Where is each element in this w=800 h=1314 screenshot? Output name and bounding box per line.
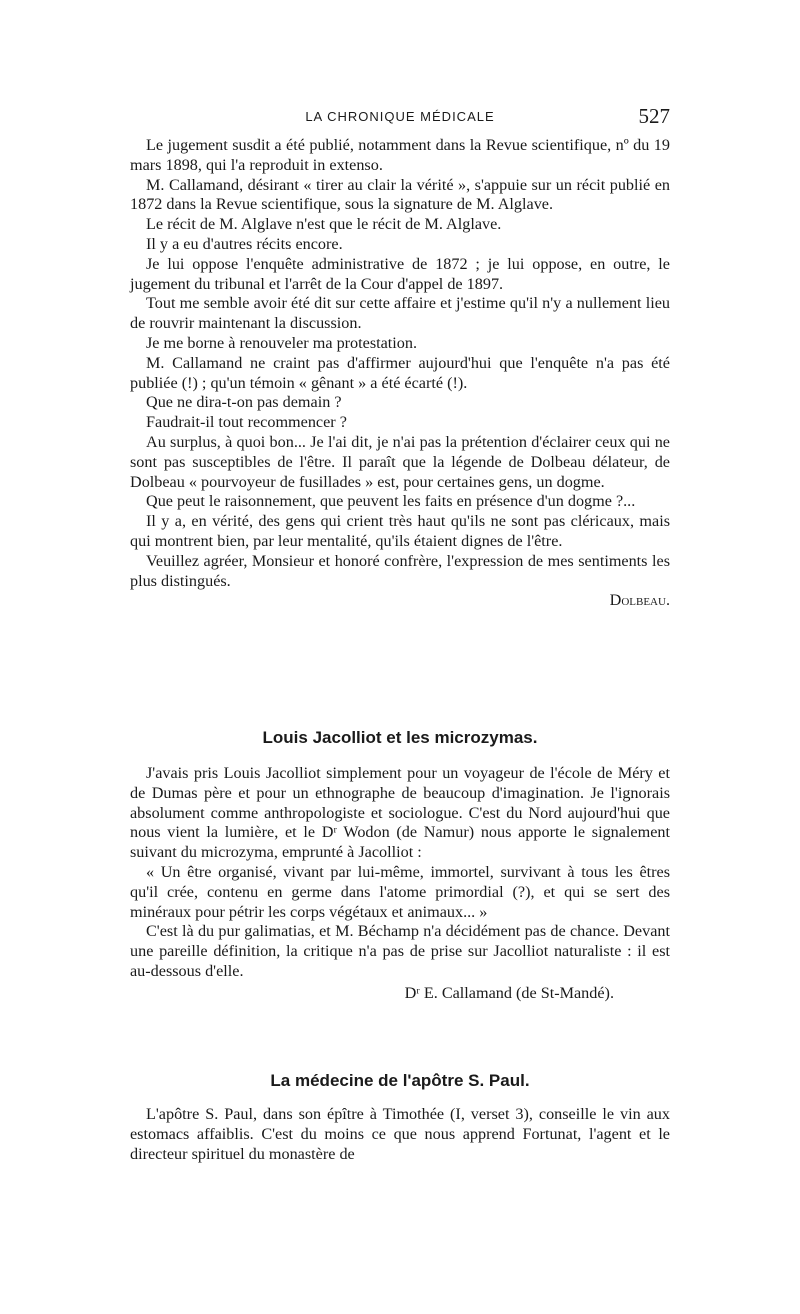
paragraph: Je lui oppose l'enquête administrative de 1872 ; je lui oppose, en outre, le jugement du tribunal et l'arrêt de la Cour d'appel de 1897. <box>130 254 670 293</box>
paragraph: Veuillez agréer, Monsieur et honoré confrère, l'expression de mes sentiments les plus distingués. <box>130 551 670 590</box>
section-heading-jacolliot <box>130 728 670 748</box>
section-heading-saint-paul <box>130 1071 670 1091</box>
paragraph: Il y a, en vérité, des gens qui crient très haut qu'ils ne sont pas cléricaux, mais qui montrent bien, par leur mentalité, qu'ils étaient dignes de l'être. <box>130 512 670 550</box>
paragraph: L'apôtre S. Paul, dans son épître à Timothée (I, verset 3), conseille le vin aux estomacs affaiblis. C'est du moins ce que nous apprend Fortunat, l'agent et le directeur spirituel du monastère de <box>130 1105 670 1163</box>
running-head <box>130 106 670 130</box>
page-number: 527 <box>638 104 670 128</box>
section-title: La médecine de l'apôtre S. Paul. <box>270 1071 530 1090</box>
paragraph: Le récit de M. Alglave n'est que le récit de M. Alglave. <box>146 215 502 234</box>
paragraph: Que peut le raisonnement, que peuvent les faits en présence d'un dogme ?... <box>146 492 636 511</box>
letter-body <box>130 136 670 611</box>
paragraph: Au surplus, à quoi bon... Je l'ai dit, je n'ai pas la prétention d'éclairer ceux qui ne sont pas susceptibles de l'être. Il paraît que la légende de Dolbeau délateur, de Dolbeau « pourvoyeur de fusillades » est, pour certaines gens, un dogme. <box>130 432 670 491</box>
article-saint-paul-body <box>130 1105 670 1164</box>
paragraph: Tout me semble avoir été dit sur cette affaire et j'estime qu'il n'y a nullement lieu de rouvrir maintenant la discussion. <box>130 294 670 333</box>
quotation-paragraph: « Un être organisé, vivant par lui-même, immortel, survivant à tous les êtres qu'il crée, contenu en germe dans l'atome primordial (?), et qui se sert des minéraux pour pétrir les corps végétaux et animaux... » <box>130 862 670 921</box>
paragraph: Il y a eu d'autres récits encore. <box>146 234 343 253</box>
paragraph: Que ne dira-t-on pas demain ? <box>146 393 342 412</box>
paragraph: Je me borne à renouveler ma protestation. <box>146 333 418 352</box>
section-title: Louis Jacolliot et les microzymas. <box>262 728 538 747</box>
paragraph: C'est là du pur galimatias, et M. Béchamp n'a décidément pas de chance. Devant une pareille définition, la critique n'a pas de prise sur Jacolliot naturaliste : il est au-dessous d'elle. <box>130 922 670 980</box>
article-signature: Dʳ E. Callamand (de St-Mandé). <box>404 983 614 1002</box>
paragraph: J'avais pris Louis Jacolliot simplement pour un voyageur de l'école de Méry et de Dumas père et pour un ethnographe de beaucoup d'imagination. Je l'ignorais absolument comme anthropologiste et sociologue. C'est du Nord aujourd'hui que nous vient la lumière, et le Dʳ Wodon (de Namur) nous apporte le signalement suivant du microzyma, emprunté à Jacolliot : <box>130 764 670 862</box>
paragraph: M. Callamand ne craint pas d'affirmer aujourd'hui que l'enquête n'a pas été publiée (!) ; qu'un témoin « gênant » a été écarté (!). <box>130 353 670 392</box>
paragraph: Le jugement susdit a été publié, notamment dans la Revue scientifique, nº du 19 mars 1898, qui l'a reproduit in extenso. <box>130 136 670 174</box>
article-jacolliot-body <box>130 764 670 1004</box>
paragraph: Faudrait-il tout recommencer ? <box>146 413 347 432</box>
letter-signature: Dolbeau. <box>609 591 670 610</box>
paragraph: M. Callamand, désirant « tirer au clair la vérité », s'appuie sur un récit publié en 1872 dans la Revue scientifique, sous la signature de M. Alglave. <box>130 175 670 214</box>
running-title: LA CHRONIQUE MÉDICALE <box>305 109 495 124</box>
